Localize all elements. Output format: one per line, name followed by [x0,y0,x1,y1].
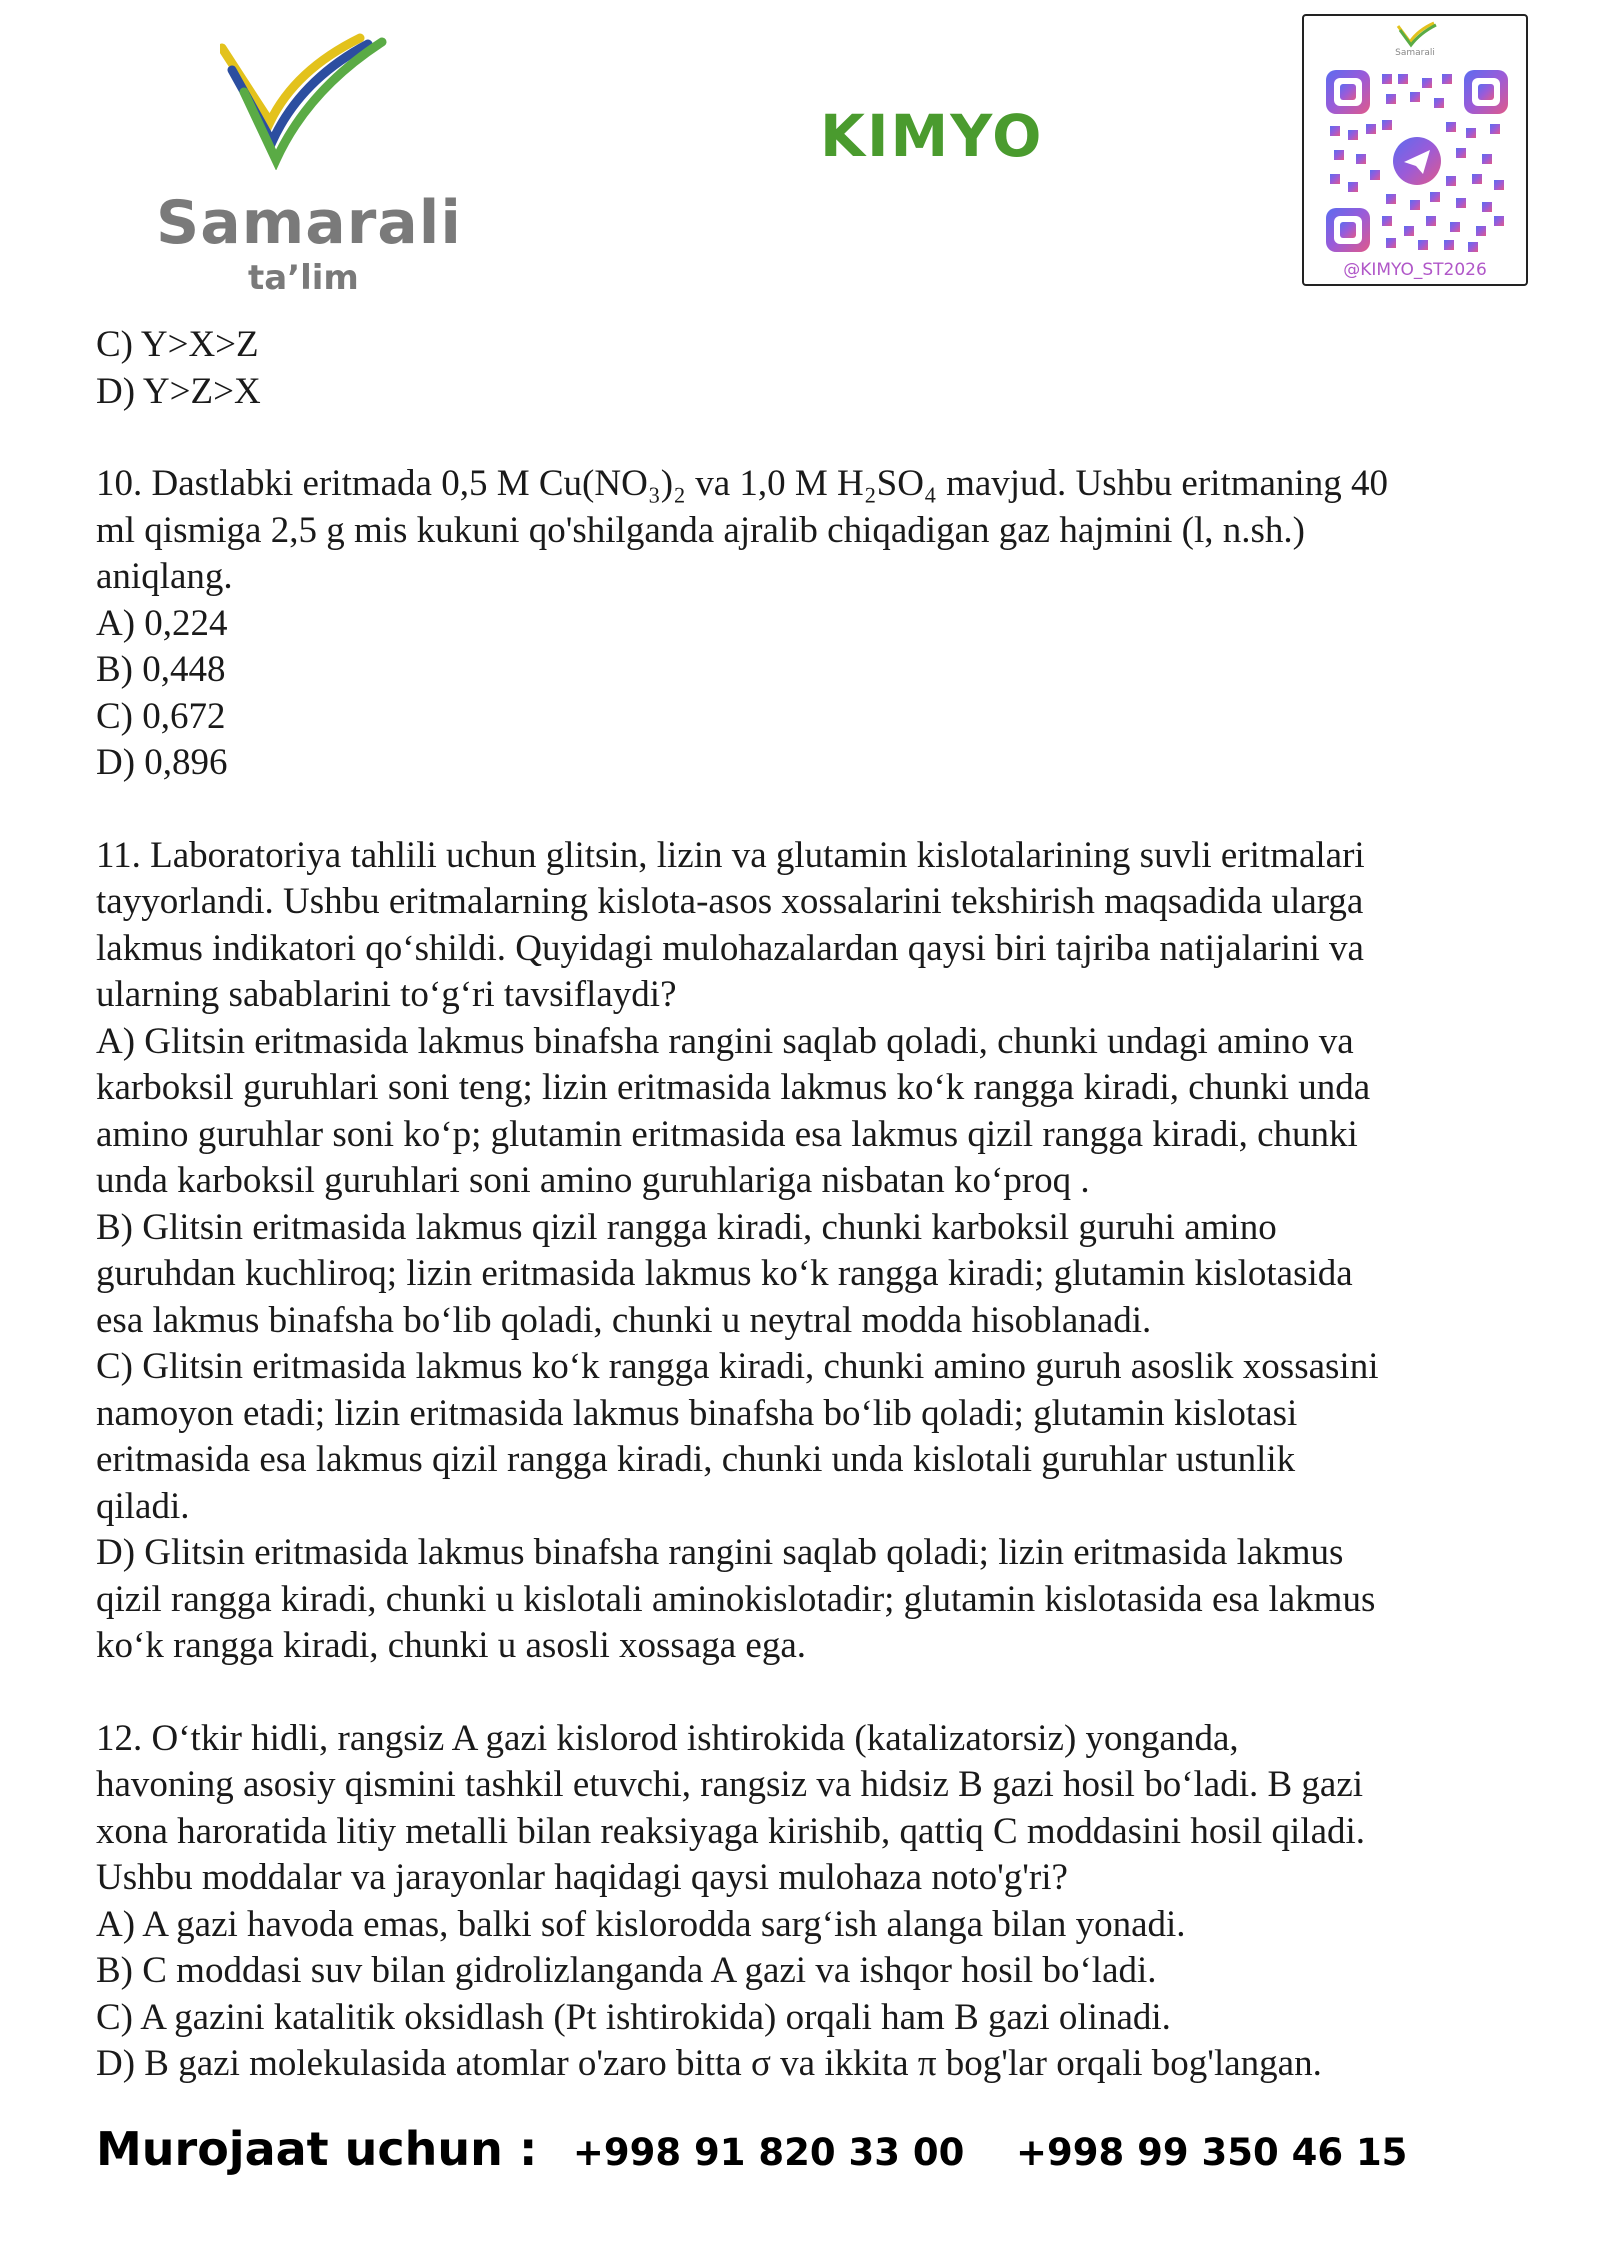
answer-option: A) A gazi havoda emas, balki sof kislorodda sarg‘ish alanga bilan yonadi. [96,1903,1186,1945]
answer-option: A) Glitsin eritmasida lakmus binafsha rangini saqlab qoladi, chunki undagi amino va [96,1020,1354,1062]
contact-footer [96,2122,1407,2176]
text-line: tayyorlandi. Ushbu eritmalarning kislota-asos xossalarini tekshirish maqsadida ularga [96,881,1364,922]
text-line: xona haroratida litiy metalli bilan reaksiyaga kirishib, qattiq C moddasini hosil qiladi. [96,1810,1366,1852]
subject-title: KIMYO [820,102,1044,170]
text-line: ml qismiga 2,5 g mis kukuni qo'shilganda ajralib chiqadigan gaz hajmini (l, n.sh.) [96,509,1305,551]
text-line: ko‘k rangga kiradi, chunki u asosli xossaga ega. [96,1625,807,1666]
text-line: guruhdan kuchliroq; lizin eritmasida lakmus ko‘k rangga kiradi; glutamin kislotasida [96,1253,1353,1294]
text-line: karboksil guruhlari soni teng; lizin eritmasida lakmus ko‘k rangga kiradi, chunki unda [96,1067,1371,1108]
phone-number-1[interactable]: +998 91 820 33 00 [572,2131,965,2174]
question-content [96,322,1516,2088]
text-line: D) Y>Z>X [96,370,261,412]
answer-option: C) Glitsin eritmasida lakmus ko‘k rangga kiradi, chunki amino guruh asoslik xossasini [96,1346,1379,1387]
telegram-handle: @KIMYO_ST2026 [1343,260,1487,280]
answer-option: C) A gazini katalitik oksidlash (Pt ishtirokida) orqali ham B gazi olinadi. [96,1996,1171,2038]
paragraph-gap [96,1670,1516,1716]
text-line: esa lakmus binafsha bo‘lib qoladi, chunki u neytral modda hisoblanadi. [96,1299,1152,1341]
text-line: qizil rangga kiradi, chunki u kislotali aminokislotadir; glutamin kislotasida esa lakmus [96,1578,1376,1620]
answer-option: B) C moddasi suv bilan gidrolizlanganda A gazi va ishqor hosil bo‘ladi. [96,1950,1157,1991]
answer-option: B) 0,448 [96,649,226,690]
text-line: Ushbu moddalar va jarayonlar haqidagi qaysi mulohaza noto'g'ri? [96,1857,1068,1898]
question-12-text: 12. O‘tkir hidli, rangsiz A gazi kislorod ishtirokida (katalizatorsiz) yonganda, [96,1717,1239,1759]
paragraph-gap [96,415,1516,461]
text-line: lakmus indikatori qo‘shildi. Quyidagi mulohazalardan qaysi biri tajriba natijalarini va [96,927,1364,969]
answer-option: C) 0,672 [96,695,226,737]
text-line: namoyon etadi; lizin eritmasida lakmus binafsha bo‘lib qoladi; glutamin kislotasi [96,1392,1298,1434]
contact-label: Murojaat uchun : [96,2122,538,2176]
text-line: havoning asosiy qismini tashkil etuvchi, rangsiz va hidsiz B gazi hosil bo‘ladi. B gazi [96,1764,1364,1805]
samarali-logo [150,30,470,298]
phone-number-2[interactable]: +998 99 350 46 15 [1015,2131,1408,2174]
answer-option: D) 0,896 [96,742,228,783]
text-line: ularning sabablarini to‘g‘ri tavsiflaydi? [96,974,677,1015]
checkmark-logo-icon [220,30,390,170]
qr-card [1302,14,1528,286]
answer-option: D) B gazi molekulasida atomlar o'zaro bitta σ va ikkita π bog'lar orqali bog'langan. [96,2043,1322,2084]
mini-checkmark-icon [1394,20,1438,48]
question-11-text: 11. Laboratoriya tahlili uchun glitsin, lizin va glutamin kislotalarining suvli eritmalari [96,834,1365,876]
text-line: amino guruhlar soni ko‘p; glutamin eritmasida esa lakmus qizil rangga kiradi, chunki [96,1113,1358,1155]
text-line: eritmasida esa lakmus qizil rangga kiradi, chunki unda kislotali guruhlar ustunlik [96,1439,1296,1480]
brand-subtitle: ta’lim [248,258,359,298]
paragraph-gap [96,787,1516,833]
text-line: unda karboksil guruhlari soni amino guruhlariga nisbatan ko‘proq . [96,1160,1090,1201]
qr-mini-brand: Samarali [1395,48,1435,58]
text-line: C) Y>X>Z [96,324,259,365]
qr-code-icon[interactable] [1326,70,1508,252]
text-line: aniqlang. [96,556,233,597]
question-10-text: 10. Dastlabki eritmada 0,5 M Cu(NO₃)₂ va 1,0 M H₂SO₄ mavjud. Ushbu eritmaning 40 [96,463,1388,504]
text-line: qiladi. [96,1485,190,1527]
answer-option: B) Glitsin eritmasida lakmus qizil rangga kiradi, chunki karboksil guruhi amino [96,1206,1277,1248]
answer-option: A) 0,224 [96,602,228,644]
answer-option: D) Glitsin eritmasida lakmus binafsha rangini saqlab qoladi; lizin eritmasida lakmus [96,1532,1344,1573]
brand-name: Samarali [156,188,462,258]
